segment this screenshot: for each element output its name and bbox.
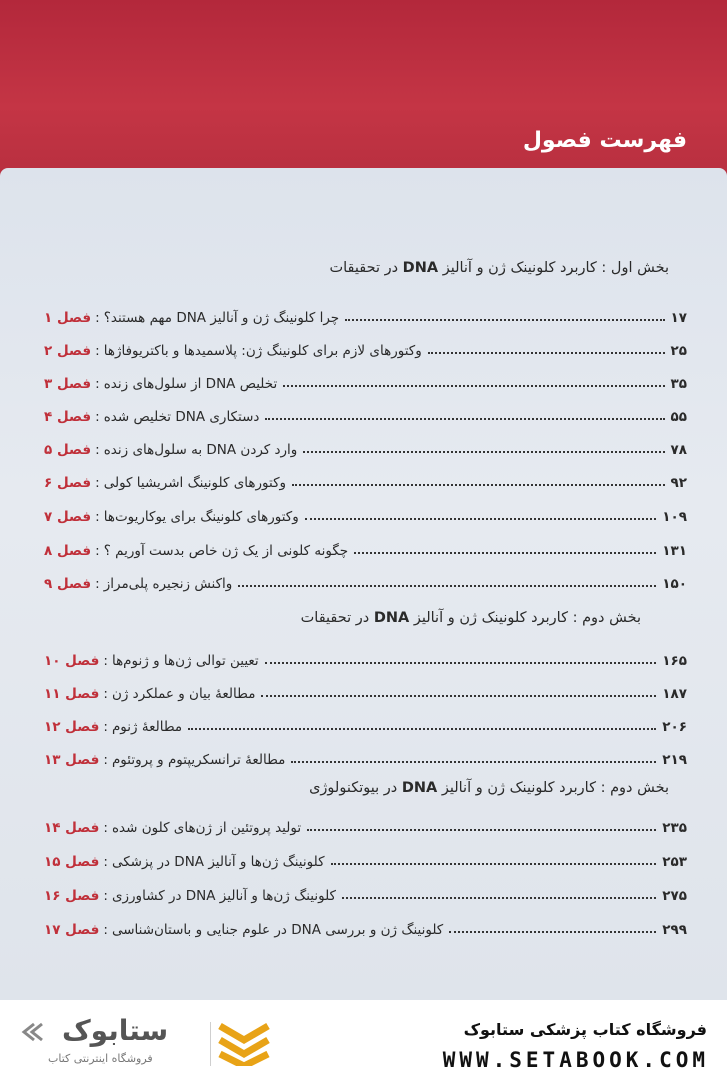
leader-dots — [342, 897, 656, 899]
page-number: ۹۲ — [670, 475, 687, 491]
toc-row[interactable]: فصل ۱ : چرا کلونینگ ژن و آنالیز DNA مهم هستند؟ ۱۷ — [44, 310, 687, 326]
chapter-label: فصل ۴ — [44, 409, 92, 425]
section-heading-3: بخش دوم : کاربرد کلونینک ژن و آنالیز DNA در بیوتکنولوژی — [309, 780, 669, 796]
toc-row[interactable]: فصل ۱۲ : مطالعهٔ ژنوم ۲۰۶ — [44, 719, 687, 735]
chapter-title: وکتورهای کلونینگ برای یوکاریوت‌ها — [103, 509, 299, 525]
toc-row[interactable]: فصل ۱۷ : کلونینگ ژن و بررسی DNA در علوم جنایی و باستان‌شناسی ۲۹۹ — [44, 922, 687, 938]
leader-dots — [345, 319, 664, 321]
chapter-title: وکتورهای لازم برای کلونینگ ژن: پلاسمیدها و باکتریوفاژها — [103, 343, 422, 359]
chapter-label: فصل ۷ — [44, 509, 92, 525]
chapter-title: دستکاری DNA تخلیص شده — [103, 409, 260, 425]
leader-dots — [188, 728, 656, 730]
leader-dots — [291, 761, 656, 763]
chapter-title: چگونه کلونی از یک ژن خاص بدست آوریم ؟ — [103, 543, 349, 559]
toc-row[interactable]: فصل ۱۳ : مطالعهٔ ترانسکریپتوم و پروتئوم ۲۱۹ — [44, 752, 687, 768]
toc-row[interactable]: فصل ۱۰ : تعیین توالی ژن‌ها و ژنوم‌ها ۱۶۵ — [44, 653, 687, 669]
leader-dots — [292, 484, 664, 486]
page-title: فهرست فصول — [522, 128, 687, 153]
toc-row[interactable]: فصل ۹ : واکنش زنجیره پلی‌مراز ۱۵۰ — [44, 576, 687, 592]
chapter-title: وارد کردن DNA به سلول‌های زنده — [103, 442, 298, 458]
chapter-label: فصل ۱۵ — [44, 854, 100, 870]
chapter-title: کلونینگ ژن و بررسی DNA در علوم جنایی و باستان‌شناسی — [111, 922, 444, 938]
chapter-title: مطالعهٔ بیان و عملکرد ژن — [111, 686, 256, 702]
page-number: ۳۵ — [670, 376, 687, 392]
chapter-title: کلونینگ ژن‌ها و آنالیز DNA در پزشکی — [111, 854, 325, 870]
leader-dots — [265, 418, 664, 420]
leader-dots — [449, 931, 656, 933]
chapter-label: فصل ۱ — [44, 310, 92, 326]
leader-dots — [354, 552, 656, 554]
chapter-label: فصل ۱۴ — [44, 820, 100, 836]
toc-row[interactable]: فصل ۸ : چگونه کلونی از یک ژن خاص بدست آوریم ؟ ۱۳۱ — [44, 543, 687, 559]
page-number: ۱۵۰ — [662, 576, 687, 592]
page-number: ۲۷۵ — [662, 888, 687, 904]
chapter-label: فصل ۵ — [44, 442, 92, 458]
chapter-label: فصل ۳ — [44, 376, 92, 392]
page-number: ۵۵ — [670, 409, 687, 425]
toc-row[interactable]: فصل ۱۱ : مطالعهٔ بیان و عملکرد ژن ۱۸۷ — [44, 686, 687, 702]
chapter-title: چرا کلونینگ ژن و آنالیز DNA مهم هستند؟ — [103, 310, 340, 326]
store-logo[interactable] — [20, 1012, 270, 1072]
chapter-label: فصل ۱۷ — [44, 922, 100, 938]
leader-dots — [261, 695, 656, 697]
toc-row[interactable]: فصل ۴ : دستکاری DNA تخلیص شده ۵۵ — [44, 409, 687, 425]
toc-page — [0, 168, 727, 1000]
page-number: ۲۰۶ — [662, 719, 687, 735]
page-number: ۱۷ — [670, 310, 687, 326]
chapter-label: فصل ۸ — [44, 543, 92, 559]
section-heading-2: بخش دوم : کاربرد کلونینک ژن و آنالیز DNA در تحقیقات — [300, 610, 641, 626]
page-number: ۱۰۹ — [662, 509, 687, 525]
chapter-label: فصل ۱۱ — [44, 686, 100, 702]
leader-dots — [307, 829, 656, 831]
chapter-label: فصل ۱۳ — [44, 752, 100, 768]
logo-emblem-icon — [216, 1018, 272, 1066]
logo-tagline: فروشگاه اینترنتی کتاب — [48, 1052, 153, 1065]
chapter-label: فصل ۹ — [44, 576, 92, 592]
leader-dots — [283, 385, 664, 387]
leader-dots — [331, 863, 657, 865]
leader-dots — [305, 518, 657, 520]
toc-row[interactable]: فصل ۷ : وکتورهای کلونینگ برای یوکاریوت‌ها ۱۰۹ — [44, 509, 687, 525]
page-number: ۲۹۹ — [662, 922, 687, 938]
chapter-title: تخلیص DNA از سلول‌های زنده — [103, 376, 278, 392]
toc-row[interactable]: فصل ۱۶ : کلونینگ ژن‌ها و آنالیز DNA در کشاورزی ۲۷۵ — [44, 888, 687, 904]
chapter-title: تولید پروتئین از ژن‌های کلون شده — [111, 820, 302, 836]
logo-divider — [210, 1022, 211, 1066]
leader-dots — [238, 585, 656, 587]
chapter-label: فصل ۱۲ — [44, 719, 100, 735]
page-number: ۲۱۹ — [662, 752, 687, 768]
section-heading-1: بخش اول : کاربرد کلونینک ژن و آنالیز DNA در تحقیقات — [329, 260, 669, 276]
chapter-title: کلونینگ ژن‌ها و آنالیز DNA در کشاورزی — [111, 888, 336, 904]
page-number: ۱۶۵ — [662, 653, 687, 669]
leader-dots — [303, 451, 664, 453]
chapter-title: واکنش زنجیره پلی‌مراز — [103, 576, 233, 592]
chapter-title: مطالعهٔ ژنوم — [111, 719, 183, 735]
toc-row[interactable]: فصل ۵ : وارد کردن DNA به سلول‌های زنده ۷۸ — [44, 442, 687, 458]
toc-row[interactable]: فصل ۱۵ : کلونینگ ژن‌ها و آنالیز DNA در پزشکی ۲۵۳ — [44, 854, 687, 870]
chapter-label: فصل ۲ — [44, 343, 92, 359]
toc-row[interactable]: فصل ۲ : وکتورهای لازم برای کلونینگ ژن: پلاسمیدها و باکتریوفاژها ۲۵ — [44, 343, 687, 359]
page-number: ۲۵ — [670, 343, 687, 359]
chapter-title: وکتورهای کلونینگ اشریشیا کولی — [103, 475, 287, 491]
chapter-label: فصل ۱۶ — [44, 888, 100, 904]
toc-row[interactable]: فصل ۶ : وکتورهای کلونینگ اشریشیا کولی ۹۲ — [44, 475, 687, 491]
chapter-title: تعیین توالی ژن‌ها و ژنوم‌ها — [111, 653, 259, 669]
page-number: ۱۳۱ — [662, 543, 687, 559]
chapter-label: فصل ۶ — [44, 475, 92, 491]
logo-text: ستابوک — [62, 1014, 169, 1047]
page-number: ۲۳۵ — [662, 820, 687, 836]
page-number: ۲۵۳ — [662, 854, 687, 870]
chapter-label: فصل ۱۰ — [44, 653, 100, 669]
chapter-title: مطالعهٔ ترانسکریپتوم و پروتئوم — [111, 752, 286, 768]
header-band — [0, 0, 727, 178]
toc-row[interactable]: فصل ۳ : تخلیص DNA از سلول‌های زنده ۳۵ — [44, 376, 687, 392]
logo-chevrons-icon — [20, 1020, 44, 1044]
store-name: فروشگاه کتاب پزشکی ستابوک — [463, 1020, 707, 1039]
footer — [0, 1000, 727, 1080]
page-number: ۷۸ — [670, 442, 687, 458]
store-url[interactable]: WWW.SETABOOK.COM — [442, 1048, 709, 1072]
toc-row[interactable]: فصل ۱۴ : تولید پروتئین از ژن‌های کلون شده ۲۳۵ — [44, 820, 687, 836]
page-number: ۱۸۷ — [662, 686, 687, 702]
leader-dots — [428, 352, 665, 354]
leader-dots — [265, 662, 657, 664]
